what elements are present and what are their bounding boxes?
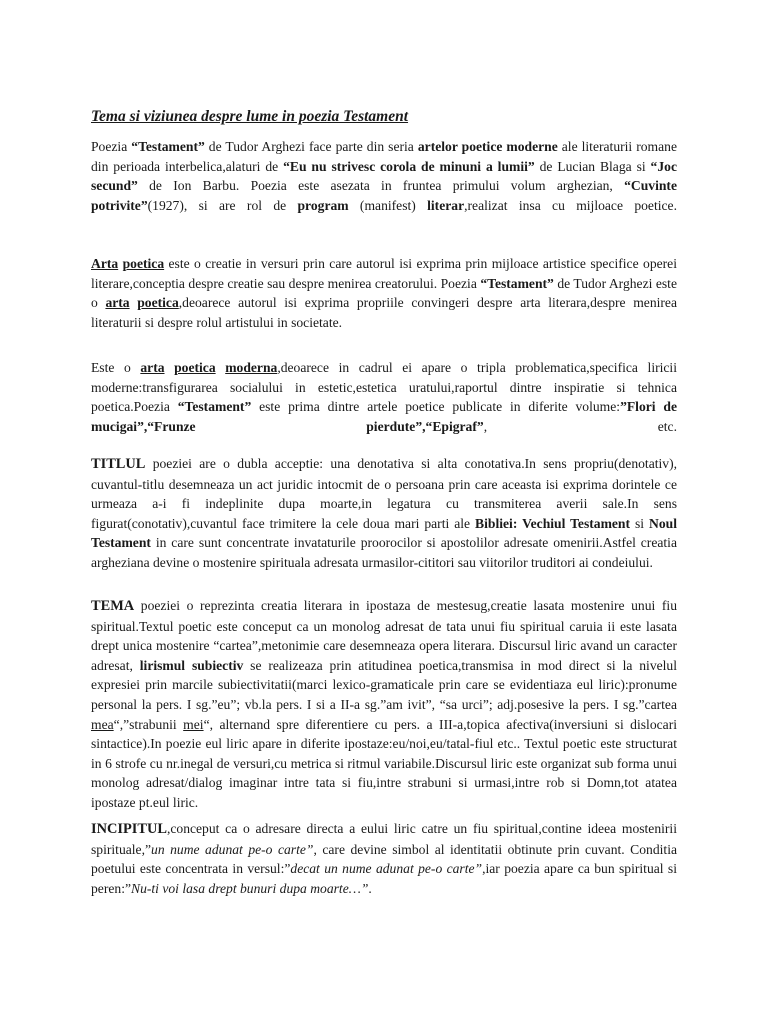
paragraph-arta-poetica	[91, 254, 677, 332]
underlined-term: poetica	[174, 360, 216, 375]
text-run: ,iar poezia apare ca bun spiritual si peren:”	[91, 861, 677, 896]
text-run: poeziei are o dubla acceptie: una denotativa si alta conotativa.In sens propriu(denotativ), cuvantul-titlu desemneaza un act juridic intocmit de o persoana prin care aceasta isi exprima dorintele ce urmeaza a-i fi indeplinite dupa moarte,in legatura cu transmiterea averii sale.In sens figurat(conotativ),cuvantul face trimitere la cele doua mari parti ale	[91, 456, 677, 531]
section-keyword: TEMA	[91, 598, 135, 614]
underlined-term: arta	[105, 295, 130, 311]
text-run: “, alternand spre diferentiere cu pers. a III-a,topica afectiva(inversiuni si dislocari sintactice).In poezie eul liric apare in diferite ipostaze:eu/noi,eu/tatal-fiul etc.. Textul poetic este structurat in 6 strofe cu nr.inegal de versuri,cu metrica si ritmul variabile.Discursul liric este organizat sub forma unui monolog adresat/dialog imaginar intre tata si fiu,intre strabuni si urmasi,intre rob si Domn,tot atatea ipostaze pt.eul liric.	[91, 716, 677, 810]
text-run: ,deoarece autorul isi exprima propriile convingeri despre arta literara,despre menirea literaturii si despre rolul artistului in societate.	[91, 295, 677, 330]
bold-run: ”Flori de mucigai”,“Frunze pierdute”,“Epigraf”	[91, 399, 677, 434]
bold-run: “Testament”	[131, 139, 205, 154]
paragraph-titlul	[91, 454, 677, 573]
text-run: Este o	[91, 360, 141, 375]
quoted-verse: decat un nume adunat pe-o carte”	[290, 861, 483, 877]
text-run: de Lucian Blaga si	[534, 158, 651, 174]
bold-run: literar	[427, 197, 465, 213]
underlined-term: Arta	[91, 256, 119, 271]
bold-run: Bibliei: Vechiul Testament	[475, 515, 631, 531]
paragraph-arta-moderna	[91, 358, 677, 436]
text-run: este o creatie in versuri prin care autorul isi exprima prin mijloace artistice specifice operei literare,conceptia despre creatie sau despre menirea creatorului. Poezia	[91, 256, 677, 291]
quoted-verse: un nume adunat pe-o carte”	[151, 841, 314, 857]
text-run: este prima dintre artele poetice publicate in diferite volume:	[251, 399, 621, 415]
section-keyword: TITLUL	[91, 456, 146, 472]
text-run: se realizeaza prin atitudinea poetica,transmisa in mod direct si la nivelul expresiei prin marcile subiectivitatii(marci lexico-gramaticale prin care se evidentiaza eul liric):pronume personal la pers. I sg.”eu”; vb.la pers. I si a II-a sg.”am ivit”, “sa urci”; adj.posesive la pers. I sg.”cartea	[91, 657, 677, 712]
paragraph-incipitul	[91, 819, 677, 898]
text-run: in care sunt concentrate invataturile proorocilor si apostolilor adresate omenirii.Astfel creatia argheziana devine o mostenire spirituala adresata urmasilor-cititori sau viitorilor truditori ai condeiului.	[91, 535, 677, 570]
bold-run: lirismul subiectiv	[139, 657, 244, 673]
bold-run: Noul Testament	[91, 515, 677, 551]
underlined-term: poetica	[137, 295, 179, 311]
text-run: , etc.	[483, 418, 677, 434]
bold-run: “Joc secund”	[91, 158, 677, 194]
text-run: poeziei o reprezinta creatia literara in ipostaza de mestesug,creatie lasata mostenire unui fiu spiritual.Textul poetic este conceput ca un monolog adresat de tata unui fiu spiritual caruia ii este lasata drept unica mostenire “cartea”,metonimie care desemneaza opera literara. Discursul liric avand un caracter adresat,	[91, 598, 677, 673]
bold-run: “Testament”	[480, 275, 554, 291]
text-run: de Ion Barbu. Poezia este asezata in fruntea primului volum arghezian,	[137, 178, 625, 194]
bold-run: program	[297, 197, 349, 213]
text-run: si	[630, 515, 650, 531]
bold-run: “Testament”	[177, 399, 252, 415]
bold-run: artelor poetice moderne	[417, 139, 558, 154]
text-run: ,realizat insa cu mijloace poetice.	[464, 197, 677, 213]
text-run: , care devine simbol al identitatii obtinute prin cuvant. Conditia poetului este concentrata in versul:”	[91, 841, 678, 877]
text-run: (manifest)	[348, 197, 428, 213]
text-run: ,deoarece in cadrul ei apare o tripla problematica,specifica liricii moderne:transfigurarea socialului in estetic,estetica uratului,raportul dintre inspiratie si tehnica poetica.Poezia	[91, 360, 677, 415]
underlined-word: mea	[91, 716, 114, 732]
text-run: ,conceput ca o adresare directa a eului liric catre un fiu spiritual,contine ideea mostenirii spirituale,”	[91, 821, 677, 857]
text-run: Poezia	[91, 139, 132, 154]
underlined-term: moderna	[225, 360, 278, 375]
text-run: de Tudor Arghezi face parte din seria	[204, 139, 418, 154]
underlined-word: mei	[183, 716, 204, 732]
text-run: “,”strabunii	[113, 716, 184, 732]
document-title: Tema si viziunea despre lume in poezia Testament	[91, 108, 409, 125]
text-run: de Tudor Arghezi este o	[91, 275, 677, 311]
text-run: (1927), si are rol de	[147, 197, 298, 213]
text-run: .	[368, 880, 372, 896]
bold-run: “Eu nu strivesc corola de minuni a lumii”	[283, 158, 535, 174]
quoted-verse: Nu-ti voi lasa drept bunuri dupa moarte…”	[131, 880, 369, 896]
paragraph-tema	[91, 596, 677, 813]
underlined-term: arta	[140, 360, 165, 375]
underlined-term: poetica	[122, 256, 165, 271]
text-run: ale literaturii romane din perioada interbelica,alaturi de	[91, 139, 677, 174]
paragraph-intro	[91, 137, 677, 215]
bold-run: “Cuvinte potrivite”	[91, 178, 677, 213]
section-keyword: INCIPITUL	[91, 821, 167, 837]
